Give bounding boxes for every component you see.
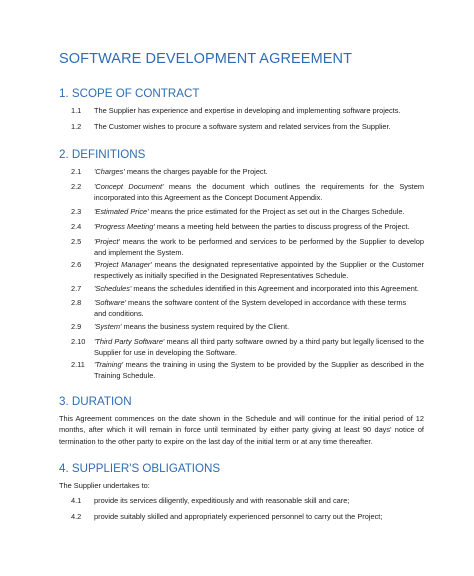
- clause-number: 2.3: [71, 207, 82, 216]
- clause-text: The Customer wishes to procure a software system and related services from the Supplier.: [94, 122, 391, 131]
- duration-paragraph: This Agreement commences on the date shown in the Schedule and will continue for the initial period of 12 months, after which it will remain in force until terminated by either party giving at least 90 days' notice of termination to the other party to expire on the last day of the initial term or at any time thereafter.: [59, 414, 424, 446]
- defined-term: 'Estimated Price': [94, 207, 149, 216]
- clause-text: provide its services diligently, expeditiously and with reasonable skill and care;: [94, 496, 350, 505]
- clause-text: [94, 221, 454, 232]
- section-heading-definitions: 2. DEFINITIONS: [59, 148, 146, 161]
- clause-text: [94, 206, 454, 217]
- clause-text: [94, 181, 424, 204]
- clause-2-8: [59, 297, 454, 320]
- clause-number: 2.5: [71, 237, 82, 246]
- clause-1-2: [59, 121, 454, 132]
- defined-term: 'Schedules': [94, 284, 132, 293]
- defined-term: 'Training': [94, 360, 123, 369]
- clause-number: 1.1: [71, 106, 82, 115]
- clause-text: The Supplier has experience and expertise in developing and implementing software projects.: [94, 106, 401, 115]
- definition-text: means the business system required by the Client.: [121, 322, 290, 331]
- clause-2-9: [59, 321, 454, 332]
- clause-number: 1.2: [71, 122, 82, 131]
- clause-number: 2.7: [71, 284, 82, 293]
- clause-number: 2.1: [71, 167, 82, 176]
- clause-text: [94, 259, 424, 282]
- defined-term: 'Concept Document': [94, 182, 164, 191]
- defined-term: 'Charges': [94, 167, 125, 176]
- clause-number: 2.9: [71, 322, 82, 331]
- clause-2-3: [59, 206, 454, 217]
- definition-text: means the training in using the System to be provided by the Supplier as described in the Training Schedule.: [94, 360, 424, 381]
- clause-4-1: [59, 495, 454, 506]
- clause-number: 2.6: [71, 260, 82, 269]
- clause-2-10: [59, 336, 454, 359]
- clause-text: provide suitably skilled and appropriately experienced personnel to carry out the Project;: [94, 512, 383, 521]
- defined-term: 'Third Party Software': [94, 337, 165, 346]
- definition-text: means the price estimated for the Project as set out in the Charges Schedule.: [148, 207, 405, 216]
- clause-number: 2.2: [71, 182, 82, 191]
- defined-term: 'Project': [94, 237, 120, 246]
- defined-term: 'System': [94, 322, 122, 331]
- definition-text: means the work to be performed and services to be performed by the Supplier to develop and implement the System.: [94, 237, 424, 258]
- clause-2-5: [59, 236, 454, 259]
- clause-text: [94, 236, 424, 259]
- clause-2-11: [59, 359, 454, 382]
- clause-2-4: [59, 221, 454, 232]
- clause-number: 2.10: [71, 337, 86, 346]
- defined-term: 'Project Manager': [94, 260, 152, 269]
- clause-text: [94, 321, 454, 332]
- clause-text: [94, 336, 424, 359]
- obligations-intro: The Supplier undertakes to:: [59, 481, 150, 490]
- section-heading-duration: 3. DURATION: [59, 395, 132, 408]
- clause-number: 2.4: [71, 222, 82, 231]
- definition-text: means the charges payable for the Project.: [124, 167, 268, 176]
- definition-text: means the document which outlines the requirements for the System incorporated into this Agreement as the Concept Document Appendix.: [94, 182, 424, 203]
- clause-text: [94, 359, 424, 382]
- section-heading-scope: 1. SCOPE OF CONTRACT: [59, 87, 200, 100]
- clause-number: 2.11: [71, 360, 85, 369]
- definition-text: means a meeting held between the parties to discuss progress of the Project.: [154, 222, 410, 231]
- clause-number: 2.8: [71, 298, 82, 307]
- defined-term: 'Software': [94, 298, 126, 307]
- definition-text: means all third party software owned by a third party but legally licensed to the Supplier for use in developing the Software.: [94, 337, 424, 358]
- clause-text: [94, 297, 419, 320]
- clause-2-2: [59, 181, 454, 204]
- clause-text: [94, 166, 454, 177]
- defined-term: 'Progress Meeting': [94, 222, 155, 231]
- definition-text: means the schedules identified in this Agreement and incorporated into this Agreement.: [131, 284, 419, 293]
- section-heading-supplier-obligations: 4. SUPPLIER'S OBLIGATIONS: [59, 462, 221, 475]
- clause-number: 4.2: [71, 512, 82, 521]
- document-title: SOFTWARE DEVELOPMENT AGREEMENT: [59, 51, 353, 67]
- clause-2-7: [59, 283, 454, 294]
- clause-1-1: [59, 105, 454, 116]
- definition-text: means the software content of the System developed in accordance with these terms and conditions.: [94, 298, 407, 319]
- definition-text: means the designated representative appointed by the Supplier or the Customer respectively as initially specified in the Designated Representatives Schedule.: [94, 260, 424, 281]
- clause-text: [94, 283, 454, 294]
- clause-4-2: [59, 511, 454, 522]
- clause-2-6: [59, 259, 454, 282]
- clause-2-1: [59, 166, 454, 177]
- clause-number: 4.1: [71, 496, 82, 505]
